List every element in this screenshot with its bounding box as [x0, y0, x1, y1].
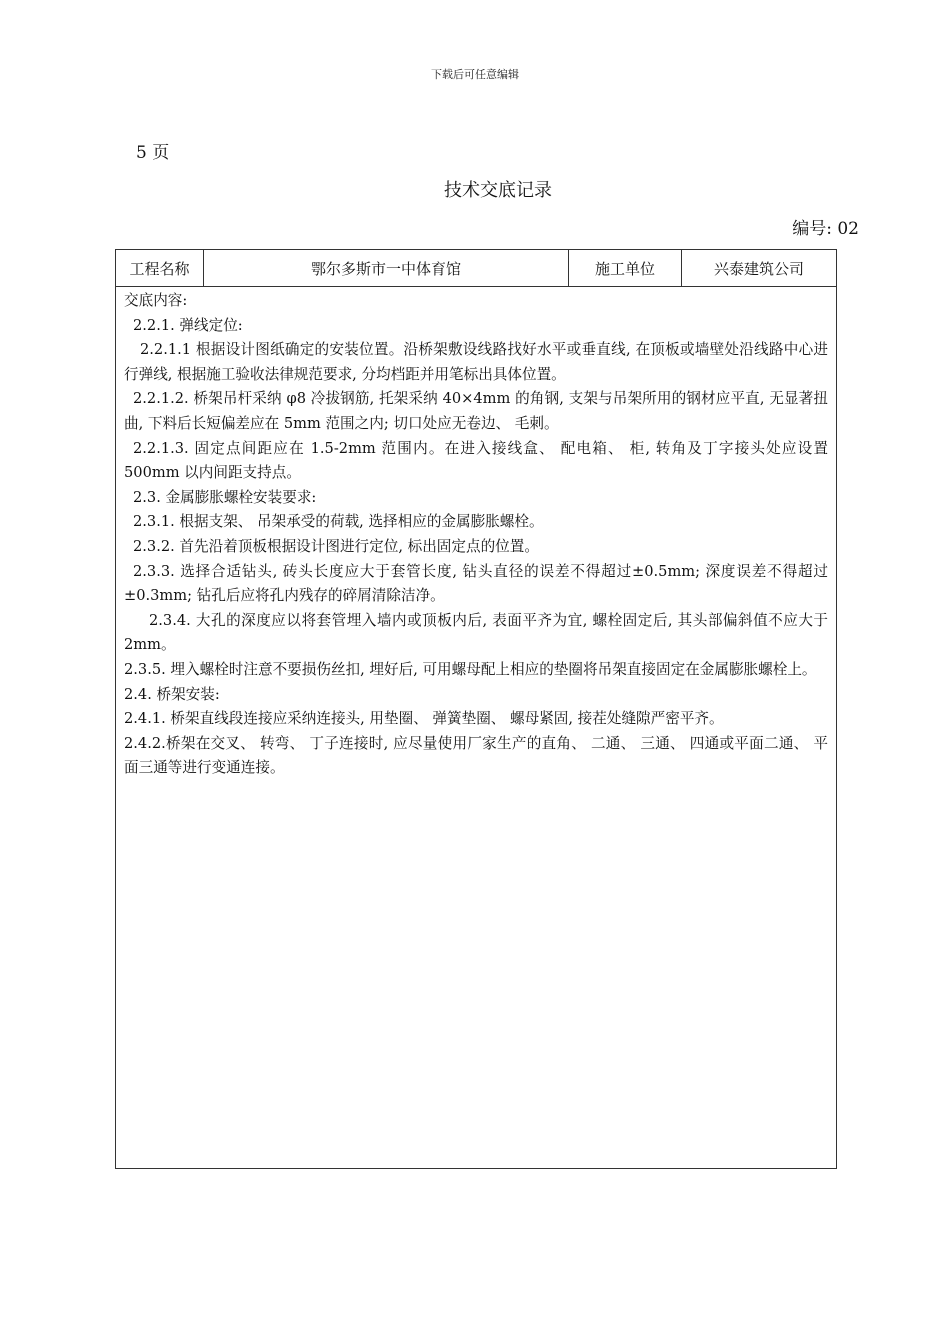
paragraph: 2.3.3. 选择合适钻头, 砖头长度应大于套管长度, 钻头直径的误差不得超过±0.5mm; 深度误差不得超过±0.3mm; 钻孔后应将孔内残存的碎屑清除洁净。	[124, 562, 828, 605]
paragraph: 2.3.5. 埋入螺栓时注意不要损伤丝扣, 埋好后, 可用螺母配上相应的垫圈将吊架直接固定在金属膨胀螺栓上。	[124, 660, 817, 678]
page-number: 5 页	[136, 143, 170, 163]
briefing-content	[116, 287, 836, 781]
paragraph: 2.3.2. 首先沿着顶板根据设计图进行定位, 标出固定点的位置。	[133, 537, 539, 555]
project-value: 鄂尔多斯市一中体育馆	[204, 250, 569, 286]
unit-value: 兴泰建筑公司	[713, 259, 804, 278]
header-note: 下载后可任意编辑	[431, 68, 519, 81]
paragraph: 2.2.1. 弹线定位:	[133, 316, 243, 334]
paragraph: 2.4.1. 桥架直线段连接应采纳连接头, 用垫圈、 弹簧垫圈、 螺母紧固, 接茬处缝隙严密平齐。	[124, 710, 724, 728]
table-header-row	[116, 250, 836, 287]
content-heading: 交底内容:	[124, 292, 188, 309]
document-title: 技术交底记录	[444, 180, 552, 201]
paragraph: 2.3.4. 大孔的深度应以将套管埋入墙内或顶板内后, 表面平齐为宜, 螺栓固定后, 其头部偏斜值不应大于 2mm。	[124, 611, 828, 654]
paragraph: 2.2.1.2. 桥架吊杆采纳 φ8 冷拔钢筋, 托架采纳 40×4mm 的角钢, 支架与吊架所用的钢材应平直, 无显著扭曲, 下料后长短偏差应在 5mm 范围之内; 切口处应无卷边、 毛刺。	[124, 390, 828, 432]
project-label: 工程名称	[116, 250, 204, 286]
paragraph: 2.2.1.1 根据设计图纸确定的安装位置。沿桥架敷设线路找好水平或垂直线, 在顶板或墙壁处沿线路中心进行弹线, 根据施工验收法律规范要求, 分均档距并用笔标出具体位置。	[124, 341, 828, 383]
paragraph: 2.4.2.桥架在交叉、 转弯、 丁子连接时, 应尽量使用厂家生产的直角、 二通、 三通、 四通或平面二通、 平面三通等进行变通连接。	[124, 734, 828, 777]
paragraph: 2.2.1.3. 固定点间距应在 1.5-2mm 范围内。在进入接线盒、 配电箱、 柜, 转角及丁字接头处应设置 500mm 以内间距支持点。	[124, 439, 828, 482]
paragraph: 2.3. 金属膨胀螺栓安装要求:	[133, 488, 317, 506]
record-table	[115, 249, 837, 1169]
paragraph: 2.4. 桥架安装:	[124, 685, 220, 703]
paragraph: 2.3.1. 根据支架、 吊架承受的荷载, 选择相应的金属膨胀螺栓。	[133, 513, 544, 531]
serial-number: 编号: 02	[792, 219, 859, 239]
unit-label: 施工单位	[569, 250, 682, 286]
